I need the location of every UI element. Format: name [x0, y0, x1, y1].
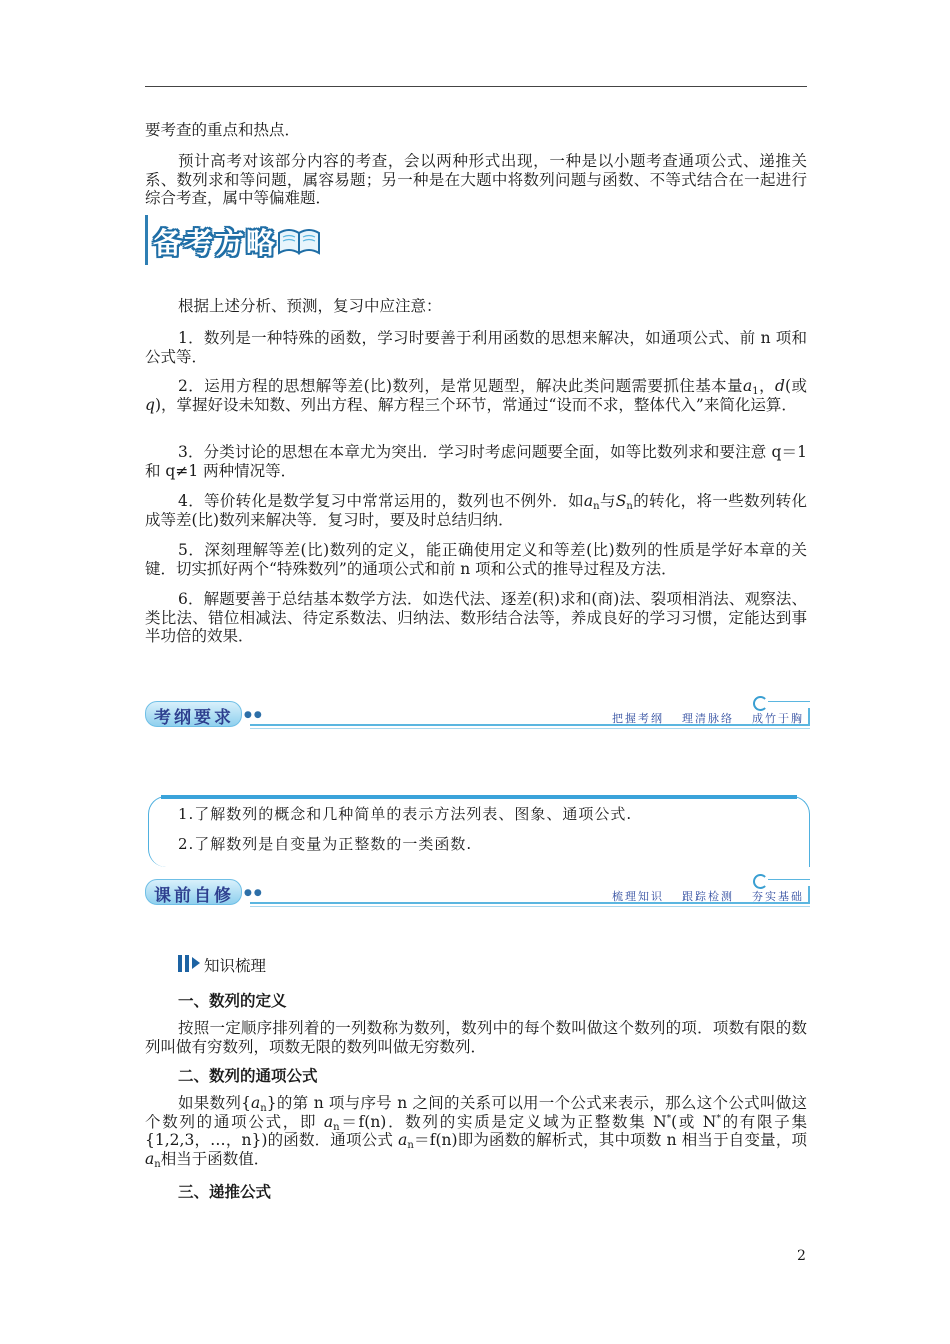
intro-paragraph-1: 要考查的重点和热点． — [145, 121, 301, 139]
advice-lead: 根据上述分析、预测，复习中应注意： — [178, 297, 442, 315]
intro-paragraph-2: 预计高考对该部分内容的考查，会以两种形式出现，一种是以小题考查通项公式、递推关系、数列求和等问题，属容易题；另一种是在大题中将数列问题与函数、不等式结合在一起进行综合考查，属中等偏难题． — [145, 152, 807, 207]
section-1-title: 一、数列的定义 — [178, 992, 287, 1010]
swirl-icon — [753, 874, 768, 889]
kaogang-title: 考纲要求 — [154, 708, 234, 728]
open-book-icon — [275, 225, 323, 257]
advice-item-2: 2．运用方程的思想解等差(比)数列，是常见题型，解决此类问题需要抓住基本量$a_1$，d(或q)，掌握好设未知数、列出方程、解方程三个环节，常通过“设而不求，整体代入”来简化运算． — [145, 377, 807, 414]
knowledge-heading-label: 知识梳理 — [204, 957, 267, 975]
bar-icon — [185, 955, 189, 972]
kqzx-header — [145, 874, 810, 908]
header-rule — [145, 86, 807, 87]
page-number: 2 — [797, 1248, 806, 1264]
kaogang-subtitles: 把握考纲 理清脉络 成竹于胸 — [612, 712, 804, 725]
requirement-1: 1.了解数列的概念和几种简单的表示方法列表、图象、通项公式. — [178, 805, 633, 823]
requirement-2: 2.了解数列是自变量为正整数的一类函数. — [178, 835, 473, 853]
kaogang-pill — [145, 701, 242, 727]
beikao-banner — [145, 215, 330, 265]
kqzx-subtitles: 梳理知识 跟踪检测 夯实基础 — [612, 890, 804, 903]
section-2-title: 二、数列的通项公式 — [178, 1067, 318, 1085]
advice-item-6: 6．解题要善于总结基本数学方法．如迭代法、逐差(积)求和(商)法、裂项相消法、观察法、类比法、错位相减法、待定系数法、归纳法、数形结合法等，养成良好的学习习惯，定能达到事半功倍的效果． — [145, 590, 807, 645]
triangle-icon — [192, 957, 200, 969]
advice-item-5: 5．深刻理解等差(比)数列的定义，能正确使用定义和等差(比)数列的性质是学好本章的关键．切实抓好两个“特殊数列”的通项公式和前 n 项和公式的推导过程及方法． — [145, 541, 807, 578]
section-1-text: 按照一定顺序排列着的一列数称为数列，数列中的每个数叫做这个数列的项．项数有限的数列叫做有穷数列，项数无限的数列叫做无穷数列． — [145, 1019, 807, 1056]
banner-title: 备考方略 — [153, 226, 278, 260]
bar-icon — [178, 955, 182, 972]
dots-icon: ●● — [244, 710, 264, 720]
advice-item-1: 1．数列是一种特殊的函数，学习时要善于利用函数的思想来解决，如通项公式、前 n 项和公式等． — [145, 329, 807, 366]
section-2-text: 如果数列$\{a_n\}$的第 n 项与序号 n 之间的关系可以用一个公式来表示，那么这个公式叫做这个数列的通项公式，即 $a_n=f(n)$．数列的实质是定义域为正整数集 N*(或 N*的有限子集{1,2,3，…，n})的函数．通项公式 $a_n=f(n)$即为函数的解析式，其中项数 n 相当于自变量，项 $a_n$相当于函数值． — [145, 1094, 807, 1170]
kaogang-header — [145, 696, 810, 730]
swirl-icon — [753, 696, 768, 711]
kqzx-pill — [145, 879, 242, 905]
dots-icon: ●● — [244, 888, 264, 898]
advice-item-4: 4．等价转化是数学复习中常常运用的，数列也不例外．如$a_n$与$S_n$的转化，将一些数列转化成等差(比)数列来解决等．复习时，要及时总结归纳． — [145, 492, 807, 529]
kqzx-title: 课前自修 — [154, 886, 234, 906]
banner-bar — [145, 215, 148, 265]
section-3-title: 三、递推公式 — [178, 1183, 272, 1201]
advice-item-3: 3．分类讨论的思想在本章尤为突出．学习时考虑问题要全面，如等比数列求和要注意 q＝1 和 q≠1 两种情况等． — [145, 443, 807, 480]
